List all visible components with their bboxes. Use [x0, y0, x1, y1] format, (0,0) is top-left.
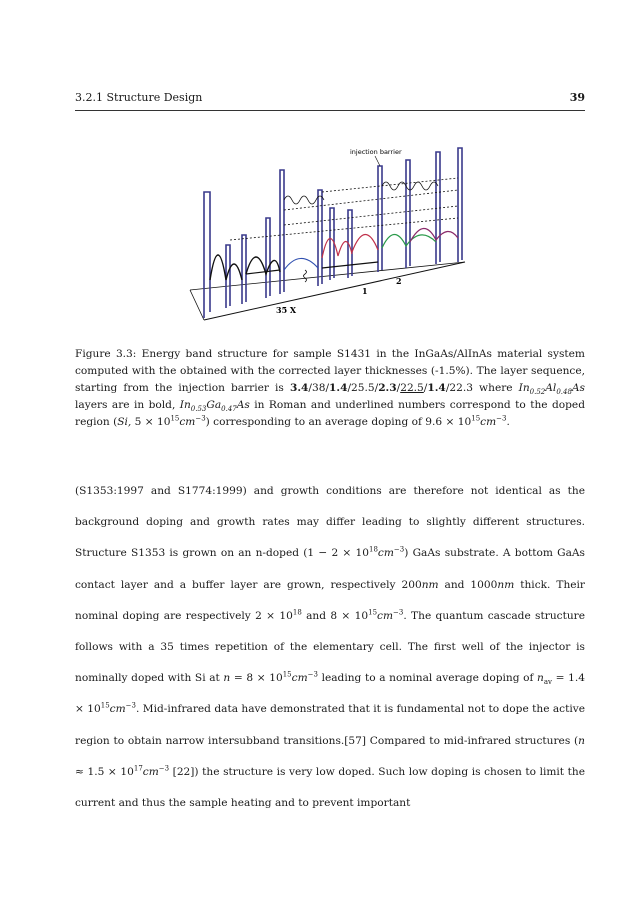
material-barrier [518, 382, 585, 397]
body-t9-sup2: −3 [125, 701, 136, 710]
layer-bold-4: 1.4 [427, 382, 446, 394]
mat2-sub2: 0.47 [221, 405, 237, 414]
layer-sep-2: /25.5/ [347, 382, 379, 394]
section-title: 3.2.1 Structure Design [75, 91, 203, 104]
frame-edge-line [190, 290, 204, 320]
body-t5-sup2: −3 [393, 608, 404, 617]
body-t3: and 1000 [438, 578, 498, 591]
paragraph [75, 476, 585, 819]
layer-bold-3: 2.3 [378, 382, 397, 394]
avg-doping-exp: 15 [471, 414, 481, 423]
layer-bold-2: 1.4 [329, 382, 348, 394]
body-t12: [22]) the structure is very low doped. Such low doping is chosen to limit the current and thus the sample heating and to prevent important [75, 765, 585, 810]
body-t1-unit: cm [377, 547, 394, 560]
caption-end: . [506, 416, 510, 428]
caption-text-1: Energy band structure for sample S1431 in the InGaAs/AlInAs material system computed with the obtained with the corrected layer thicknesses (-1.5%). The layer sequence, starting from the injection barrier is [75, 348, 585, 394]
body-t5-unit: cm [377, 609, 394, 622]
body-t11-unit: cm [142, 765, 159, 778]
mat1-al: Al [545, 382, 557, 394]
mat1-sub2: 0.48 [556, 388, 572, 397]
doping-unit-exp: −3 [195, 414, 206, 423]
caption-text-2: layers are in bold, [75, 399, 180, 411]
layer-sep-1: /38/ [308, 382, 330, 394]
header-rule [75, 110, 585, 111]
band-structure-diagram [180, 130, 470, 330]
body-t7: = 8 × 10 [230, 672, 283, 685]
body-nm2: nm [497, 578, 515, 591]
barrier-4 [266, 218, 270, 298]
dopant: Si, [117, 416, 132, 428]
barrier-10 [406, 160, 410, 268]
band-structure-figure [180, 130, 470, 330]
body-nm1: nm [421, 578, 439, 591]
avg-doping-unit: cm [480, 416, 497, 428]
energy-level-1 [246, 270, 280, 274]
body-t10: . Mid-infrared data have demonstrated that it is fundamental not to dope the active region to obtain narrow intersubband transitions.[57] Compared to mid-infrared structures ( [75, 703, 585, 747]
body-t2: ) GaAs substrate. A bottom GaAs contact layer and a buffer layer are grown, respectively 200 [75, 547, 585, 591]
body-t1: (S1353:1997 and S1774:1999) and growth conditions are therefore not identical as the background doping and growth rates may differ leading to slightly different structures. Structure S1353 is grown on an n-doped (1 − 2 × 10 [75, 485, 585, 560]
injection-barrier-label: injection barrier [350, 148, 402, 156]
barrier-12 [458, 148, 462, 262]
body-t9-unit: cm [109, 703, 126, 716]
body-t1-sup2: −3 [393, 545, 405, 554]
body-nav: n [537, 672, 544, 685]
body-t9: = 1.4 × 10 [75, 672, 585, 716]
mat2-in: In [179, 399, 191, 411]
mat1-sub1: 0.52 [529, 388, 546, 397]
body-t8: leading to a nominal average doping of [317, 672, 538, 685]
wavefunction-green [382, 234, 436, 248]
body-n1: n [223, 672, 231, 685]
mat2-sub1: 0.53 [190, 405, 207, 414]
body-t4: thick. Their nominal doping are respectively 2 × 10 [75, 578, 585, 622]
caption-text-3: in Roman and underlined numbers correspond to the doped region ( [75, 399, 585, 428]
level-dotted-3 [284, 190, 458, 210]
body-t9-sup: 15 [100, 701, 110, 710]
doping-unit: cm [179, 416, 196, 428]
body-t7-unit: cm [291, 672, 308, 685]
mat2-as: As [236, 399, 250, 411]
body-paragraph [75, 476, 585, 819]
mat1-as: As [571, 382, 585, 394]
body-t7-sup: 15 [282, 670, 292, 679]
state-2-label: 2 [396, 276, 402, 286]
layer-bold-1: 3.4 [289, 382, 309, 394]
body-t5: and 8 × 10 [301, 609, 369, 622]
body-t7-sup2: −3 [307, 670, 318, 679]
caption-text-4: ) corresponding to an average doping of 9.6 × 10 [205, 416, 472, 428]
continuum-levels [230, 178, 458, 240]
body-t11: ≈ 1.5 × 10 [75, 765, 134, 778]
layer-underlined: 22.5 [400, 382, 424, 394]
injection-barrier-pointer [375, 156, 380, 166]
body-nav-sub: av [543, 678, 553, 687]
layer-sep-3: / [396, 382, 401, 394]
wavefunction-blue [284, 258, 318, 270]
material-well [179, 399, 250, 414]
state-1-label: 1 [362, 286, 368, 296]
figure-caption [75, 346, 585, 431]
caption-prefix: Figure 3.3: [75, 348, 137, 360]
transition-arrow [304, 270, 307, 282]
body-t5-sup: 15 [368, 608, 378, 617]
mat2-ga: Ga [206, 399, 222, 411]
layer-sep-4: / [423, 382, 428, 394]
barrier-lines [204, 148, 462, 318]
running-header [75, 91, 585, 107]
barrier-7 [330, 208, 334, 280]
body-t1-sup: 18 [369, 545, 378, 554]
repeat-label: 35 X [276, 305, 297, 315]
body-t4-sup: 18 [292, 608, 302, 617]
barrier-3 [242, 235, 246, 304]
page-number: 39 [569, 91, 585, 104]
mat1-in: In [518, 382, 530, 394]
wavefunction-red-2 [352, 234, 378, 252]
barrier-9 [378, 166, 382, 272]
level-dotted-2 [284, 206, 458, 225]
body-t11-sup2: −3 [158, 764, 170, 773]
layer-sep-5: /22.3 where [445, 382, 519, 394]
body-t11-sup: 17 [133, 764, 143, 773]
doping-value: 5 × 10 [131, 416, 171, 428]
avg-doping-unit-exp: −3 [496, 414, 507, 423]
body-t6: . The quantum cascade structure follows with a 35 times repetition of the elementary cell. The first well of the injector is nominally doped with Si at [75, 609, 585, 685]
barrier-6 [318, 190, 322, 286]
barrier-5 [280, 170, 284, 294]
barrier-1 [204, 192, 210, 318]
doping-exp: 15 [170, 414, 180, 423]
body-n2: n [578, 734, 585, 747]
